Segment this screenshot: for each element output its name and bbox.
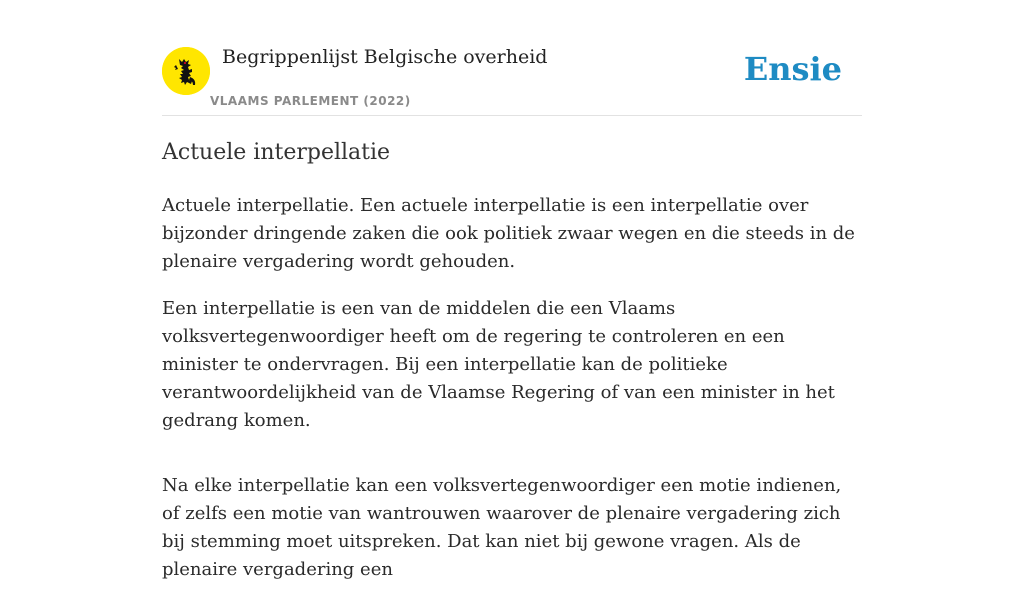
brand-logo-link[interactable]: Ensie [743, 50, 842, 88]
entry-title: Actuele interpellatie [162, 140, 391, 165]
entry-paragraph: Na elke interpellatie kan een volksvertegenwoordiger een motie indienen, of zelfs een motie van wantrouwen waarover de plenaire vergadering zich bij stemming moet uitspreken. Dat kan niet bij gewone vragen. Als de plenaire vergadering een [162, 475, 842, 580]
source-subtitle: VLAAMS PARLEMENT (2022) [210, 94, 411, 108]
entry-paragraph: Actuele interpellatie. Een actuele interpellatie is een interpellatie over bijzonder dringende zaken die ook politiek zwaar wegen en die steeds in de plenaire vergadering wordt gehouden. [162, 195, 855, 272]
flemish-lion-icon [162, 47, 210, 95]
source-header [162, 40, 862, 116]
entry-paragraph: Een interpellatie is een van de middelen die een Vlaams volksvertegenwoordiger heeft om de regering te controleren en een minister te ondervragen. Bij een interpellatie kan de politieke verantwoordelijkheid van de Vlaamse Regering of van een minister in het gedrang komen. [162, 298, 835, 431]
entry-body [162, 192, 862, 603]
source-title[interactable]: Begrippenlijst Belgische overheid [222, 46, 548, 68]
